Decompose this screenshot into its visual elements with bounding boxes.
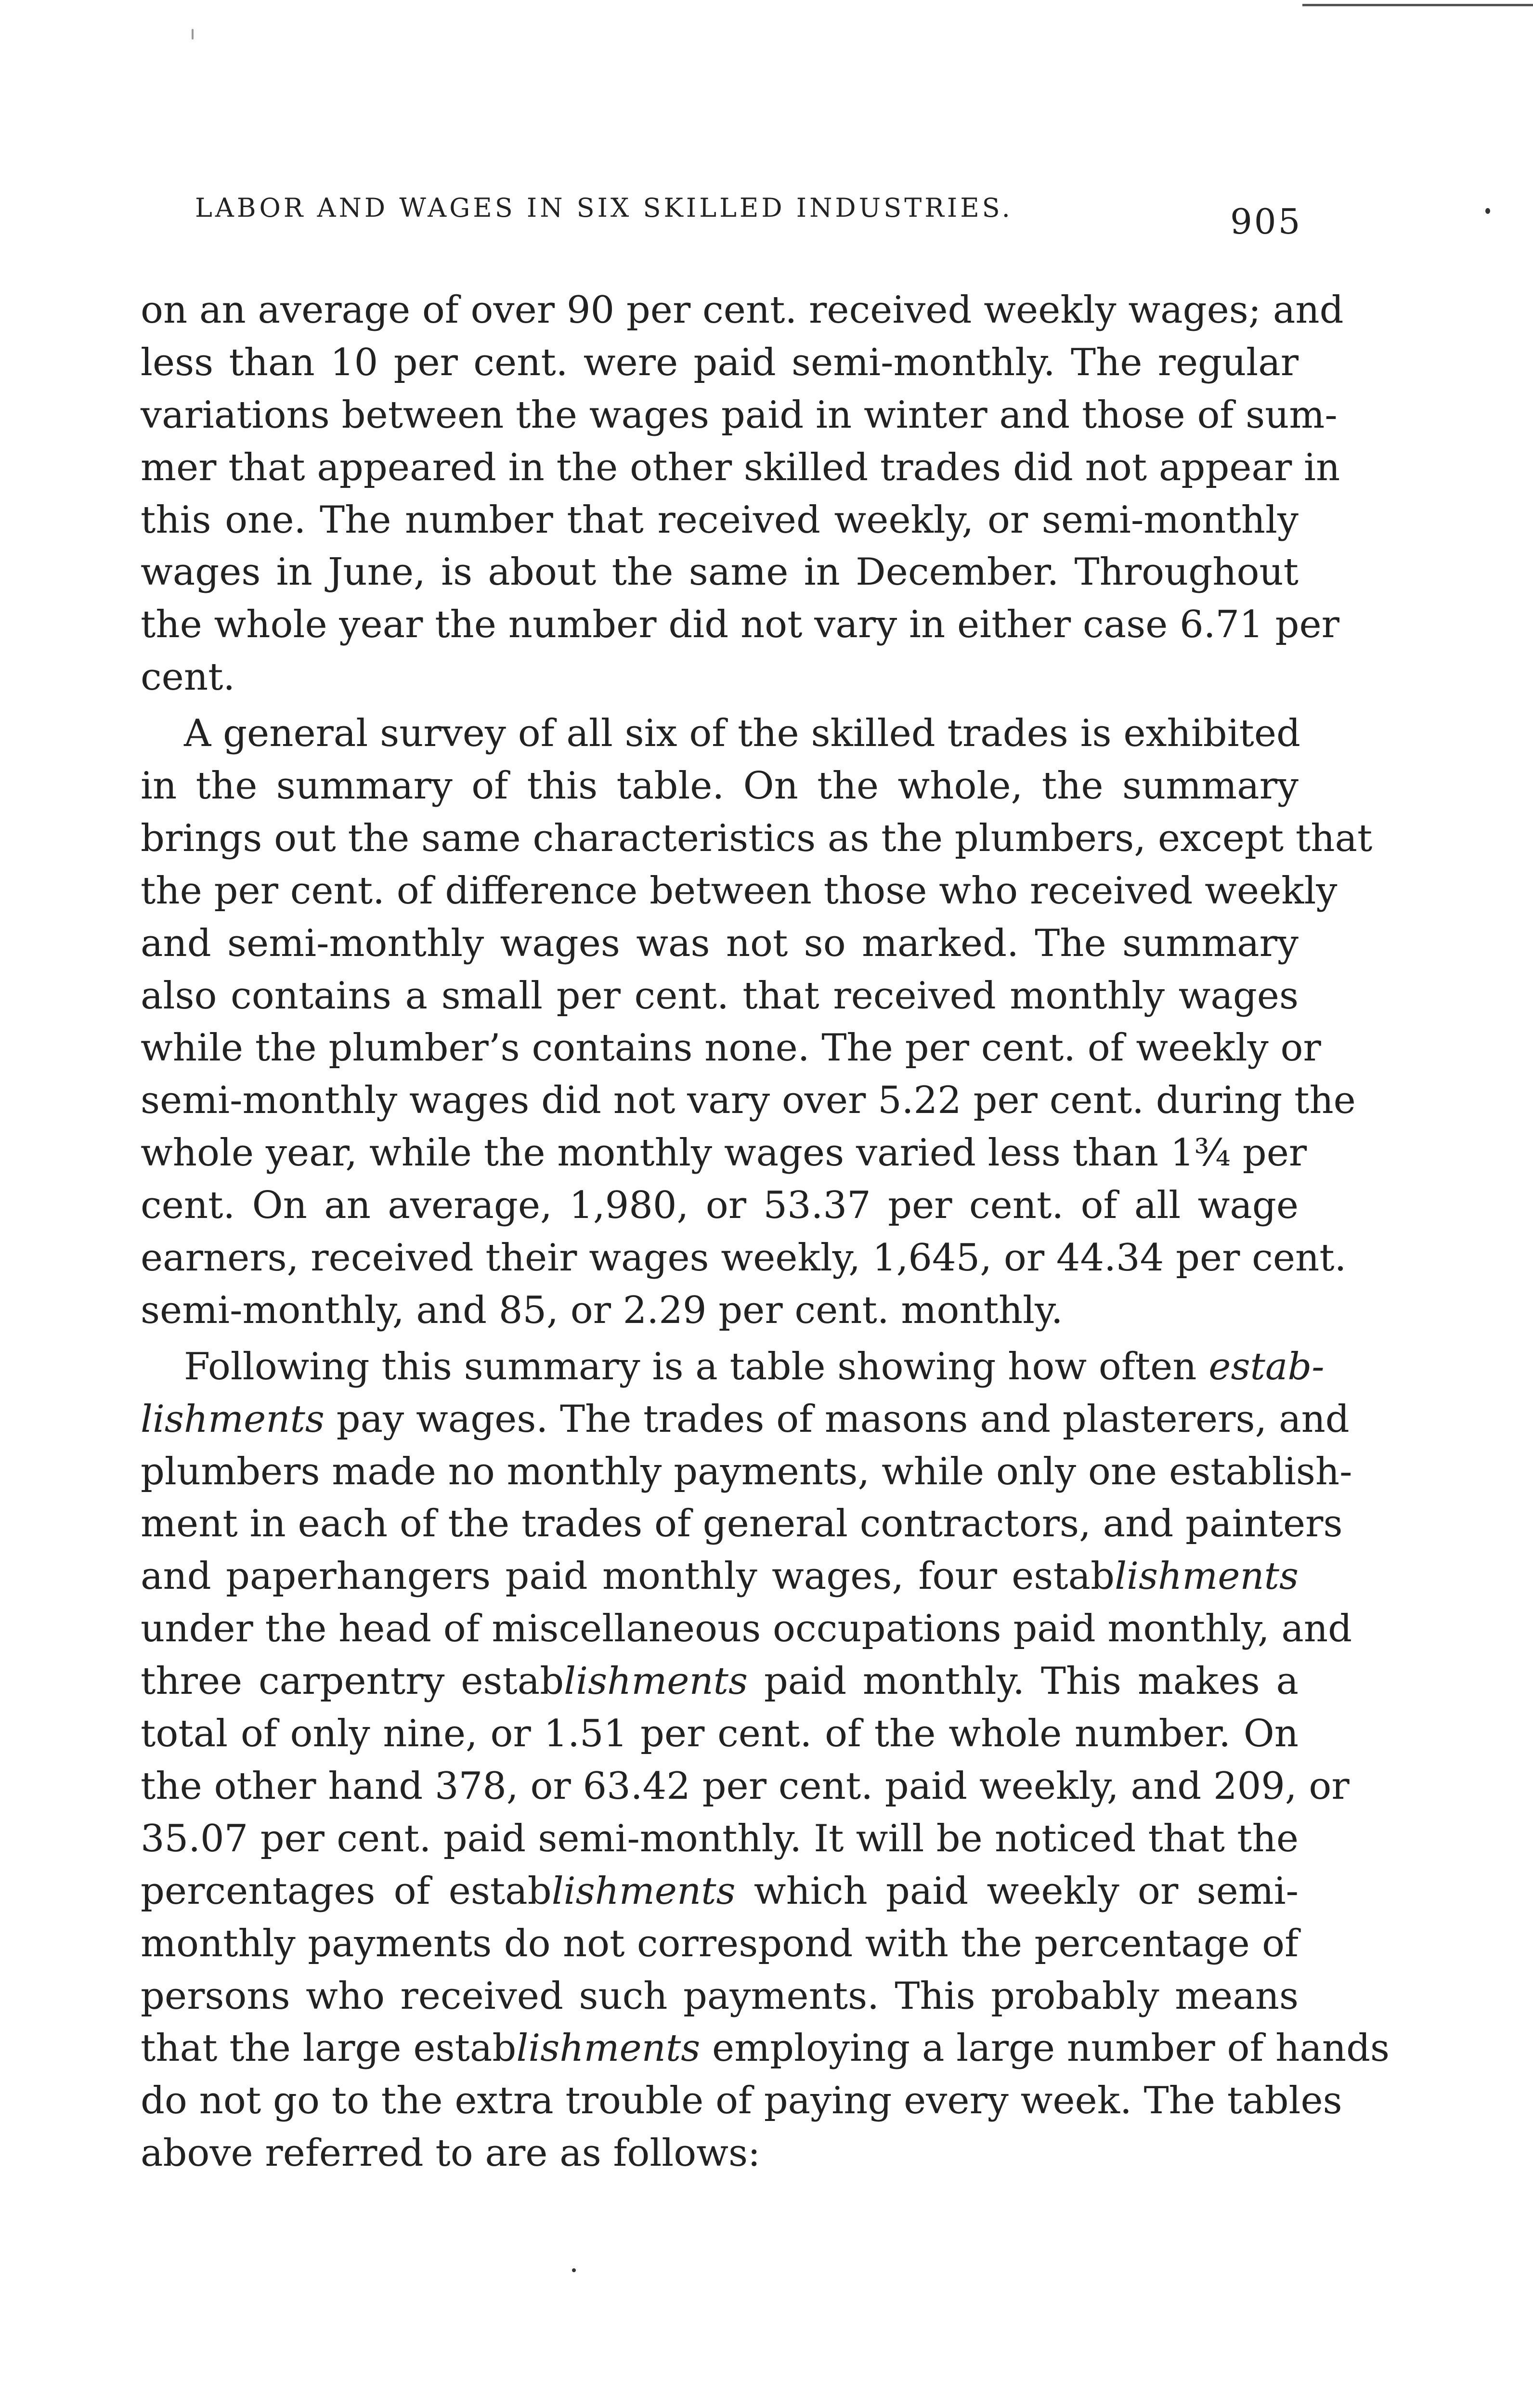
italic-word: estab- <box>1208 1345 1325 1388</box>
scan-speck <box>572 2268 576 2272</box>
text-line: earners, received their wages weekly, 1,645, or 44.34 per cent. <box>141 1236 1347 1280</box>
text-line: variations between the wages paid in winter and those of sum- <box>141 393 1338 437</box>
text-line: brings out the same characteristics as the plumbers, except that <box>141 816 1373 860</box>
paragraph-3 <box>141 1341 1390 2180</box>
text-line: plumbers made no monthly payments, while only one establish- <box>141 1450 1352 1493</box>
text-line: persons who received such payments. This probably means <box>141 1974 1299 2018</box>
text-line: cent. On an average, 1,980, or 53.37 per cent. of all wage <box>141 1184 1299 1228</box>
text-line: semi-monthly wages did not vary over 5.22 per cent. during the <box>141 1079 1356 1123</box>
text-line: monthly payments do not correspond with the percentage of <box>141 1922 1299 1965</box>
body-text <box>141 284 1390 2180</box>
text-line: three carpentry establishments paid monthly. This makes a <box>141 1660 1299 1703</box>
scan-speck <box>1485 208 1490 214</box>
paragraph-2 <box>141 707 1373 1337</box>
scan-speck <box>192 29 194 39</box>
text-line: in the summary of this table. On the whole, the summary <box>141 764 1299 808</box>
text-line: also contains a small per cent. that received monthly wages <box>141 974 1299 1018</box>
text-line: wages in June, is about the same in December. Throughout <box>141 550 1299 594</box>
text-line: that the large establishments employing a large number of hands <box>141 2027 1390 2070</box>
text-line: do not go to the extra trouble of paying every week. The tables <box>141 2079 1342 2123</box>
page-number: 905 <box>1230 201 1302 242</box>
text-line: total of only nine, or 1.51 per cent. of the whole number. On <box>141 1712 1299 1756</box>
text-line: under the head of miscellaneous occupations paid monthly, and <box>141 1607 1352 1651</box>
text-line: Following this summary is a table showing how often estab- <box>184 1345 1325 1388</box>
italic-word: lishments <box>516 2027 701 2070</box>
text-line: the other hand 378, or 63.42 per cent. paid weekly, and 209, or <box>141 1764 1350 1808</box>
text-line: while the plumber’s contains none. The per cent. of weekly or <box>141 1026 1321 1070</box>
text-line: above referred to are as follows: <box>141 2132 761 2175</box>
text-line: cent. <box>141 655 235 699</box>
italic-word: lishments <box>141 1397 325 1441</box>
text-line: and semi-monthly wages was not so marked. The summary <box>141 921 1299 965</box>
text-line: the per cent. of difference between those who received weekly <box>141 869 1338 913</box>
text-line: this one. The number that received weekly, or semi-monthly <box>141 498 1299 542</box>
italic-word: lishments <box>551 1869 736 1913</box>
text-line: whole year, while the monthly wages varied less than 1¾ per <box>141 1131 1307 1175</box>
text-line: the whole year the number did not vary in either case 6.71 per <box>141 603 1339 647</box>
text-line: A general survey of all six of the skilled trades is exhibited <box>184 712 1300 756</box>
text-line: percentages of establishments which paid weekly or semi- <box>141 1869 1299 1913</box>
text-line: ment in each of the trades of general contractors, and painters <box>141 1502 1343 1546</box>
paragraph-1 <box>141 284 1344 704</box>
italic-word: lishments <box>1115 1555 1299 1598</box>
text-line: less than 10 per cent. were paid semi-monthly. The regular <box>141 340 1299 384</box>
italic-word: lishments <box>564 1660 748 1703</box>
top-edge-rule <box>1302 4 1533 6</box>
text-line: on an average of over 90 per cent. received weekly wages; and <box>141 288 1344 332</box>
text-line: semi-monthly, and 85, or 2.29 per cent. monthly. <box>141 1288 1063 1332</box>
text-line: 35.07 per cent. paid semi-monthly. It will be noticed that the <box>141 1817 1299 1860</box>
text-line: mer that appeared in the other skilled trades did not appear in <box>141 445 1340 489</box>
running-header: LABOR AND WAGES IN SIX SKILLED INDUSTRIES. <box>195 193 1013 223</box>
text-line: and paperhangers paid monthly wages, four establishments <box>141 1555 1299 1598</box>
text-line: lishments pay wages. The trades of masons and plasterers, and <box>141 1397 1350 1441</box>
